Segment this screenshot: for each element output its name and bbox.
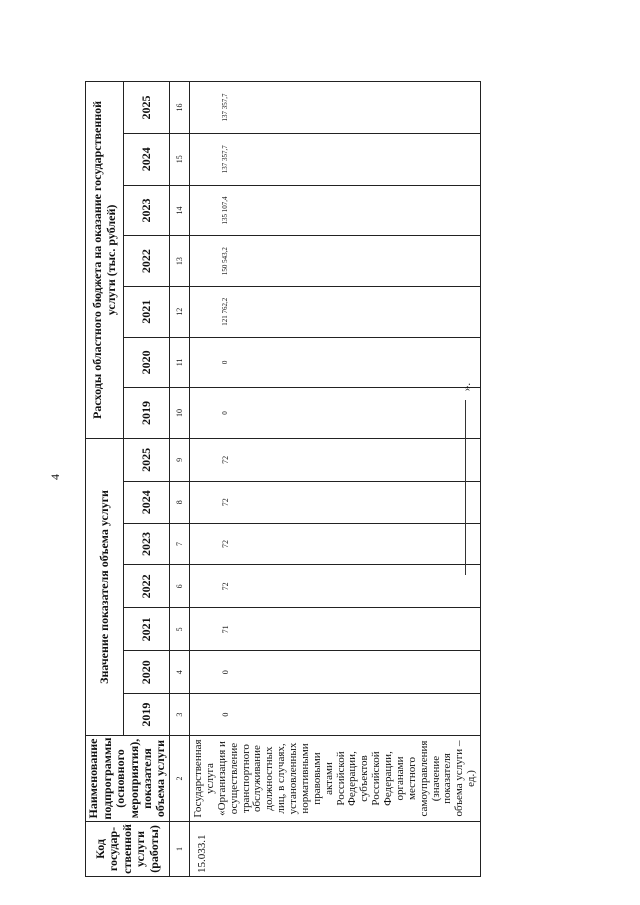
- budget-year: 2021: [124, 286, 170, 337]
- volume-year: 2023: [124, 523, 170, 565]
- column-number: 12: [170, 286, 190, 337]
- volume-value: 0: [190, 651, 481, 694]
- budget-year: 2025: [124, 82, 170, 134]
- closing-quote-mark: ».: [461, 382, 473, 392]
- column-number: 16: [170, 82, 190, 134]
- volume-year: 2022: [124, 565, 170, 608]
- budget-value: 0: [190, 337, 481, 388]
- volume-value: 72: [190, 523, 481, 565]
- budget-value: 121 762,2: [190, 286, 481, 337]
- budget-value: 137 357,7: [190, 133, 481, 185]
- header-volume-group: Значение показателя объема услуги: [86, 438, 124, 735]
- column-number: 13: [170, 236, 190, 287]
- volume-value: 71: [190, 608, 481, 651]
- volume-and-budget-table: [85, 81, 478, 877]
- service-name: Государственная услуга «Организация и осуществление транспортного обслуживание должностных лиц, в случаях, установленных нормативными правовыми актами Российской Федерации, субъектов Российской Федерации, органами местного самоуправления (значение показателя объема услуги – ед.): [190, 736, 481, 822]
- column-number: 6: [170, 565, 190, 608]
- column-number: 11: [170, 337, 190, 388]
- column-number: 14: [170, 185, 190, 236]
- column-number-row: [170, 82, 190, 877]
- column-number: 10: [170, 388, 190, 439]
- budget-year: 2023: [124, 185, 170, 236]
- budget-year: 2019: [124, 388, 170, 439]
- budget-year: 2020: [124, 337, 170, 388]
- volume-value: 72: [190, 481, 481, 523]
- header-budget-group: Расходы областного бюджета на оказание государственной услуги (тыс. рублей): [86, 82, 124, 439]
- table-row: [190, 82, 481, 877]
- column-number: 8: [170, 481, 190, 523]
- volume-year: 2019: [124, 694, 170, 736]
- budget-value: 135 107,4: [190, 185, 481, 236]
- page-number: 4: [48, 474, 62, 480]
- volume-year: 2020: [124, 651, 170, 694]
- budget-year: 2022: [124, 236, 170, 287]
- column-number: 7: [170, 523, 190, 565]
- separator-line: [465, 400, 466, 575]
- budget-value: 137 357,7: [190, 82, 481, 134]
- column-number: 4: [170, 651, 190, 694]
- volume-value: 72: [190, 438, 481, 481]
- service-code: 15.033.1: [190, 821, 481, 876]
- column-number: 9: [170, 438, 190, 481]
- budget-value: 150 543,2: [190, 236, 481, 287]
- header-code: Код государ-ственной услуги (работы): [86, 821, 170, 876]
- volume-value: 0: [190, 694, 481, 736]
- header-name: Наименование подпрограммы (основного мероприятия), показателя объема услуги: [86, 736, 170, 822]
- column-number: 3: [170, 694, 190, 736]
- volume-value: 72: [190, 565, 481, 608]
- volume-year: 2021: [124, 608, 170, 651]
- column-number: 15: [170, 133, 190, 185]
- column-number: 1: [170, 821, 190, 876]
- budget-value: 0: [190, 388, 481, 439]
- volume-year: 2024: [124, 481, 170, 523]
- column-number: 2: [170, 736, 190, 822]
- budget-year: 2024: [124, 133, 170, 185]
- column-number: 5: [170, 608, 190, 651]
- volume-year: 2025: [124, 438, 170, 481]
